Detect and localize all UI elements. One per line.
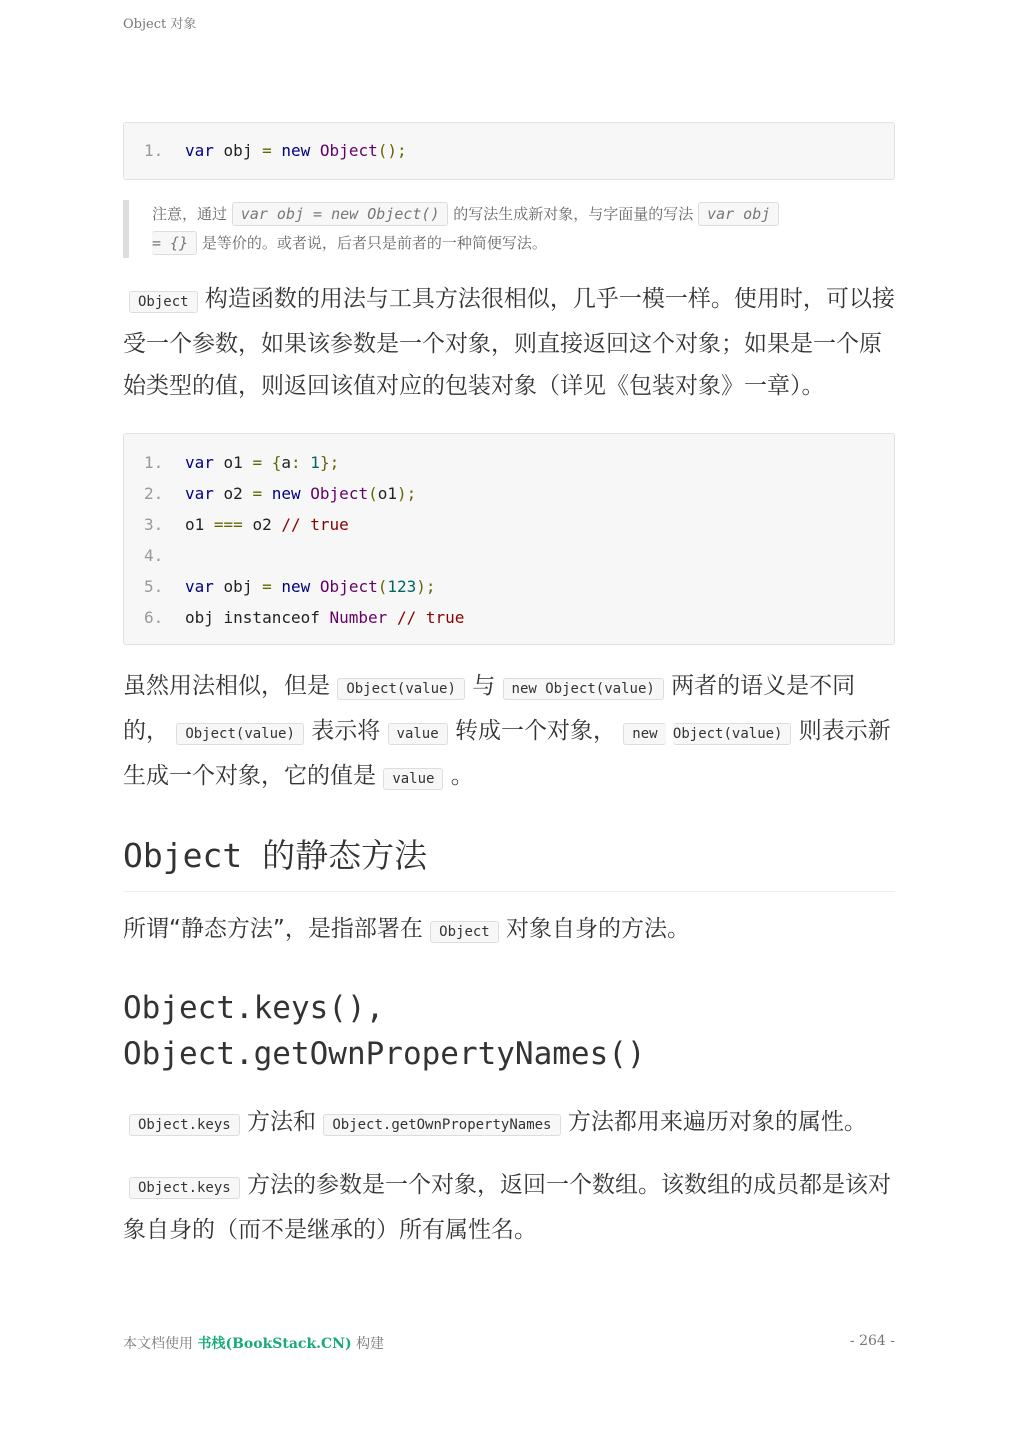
code-line — [144, 571, 874, 602]
paragraph-keys-intro — [123, 1101, 895, 1146]
code-token: ( — [377, 577, 388, 596]
line-number: 2. — [144, 484, 164, 503]
code-token: // true — [396, 608, 465, 627]
code-line — [144, 137, 874, 165]
paragraph-text: 。 — [450, 763, 474, 789]
paragraph-text: 方法和 — [247, 1109, 317, 1135]
line-number: 1. — [144, 453, 164, 472]
inline-code: value — [388, 723, 448, 745]
page-footer — [123, 1333, 895, 1353]
paragraph-text: 虽然用法相似，但是 — [123, 673, 330, 699]
paragraph-static-methods — [123, 908, 895, 953]
footer-text: 构建 — [356, 1336, 385, 1352]
code-block-examples — [123, 433, 895, 645]
inline-code: Object(value) — [337, 678, 465, 700]
inline-code: new Object(value) — [503, 678, 664, 700]
inline-code: var obj = new Object() — [232, 202, 449, 226]
code-token: Object — [319, 577, 378, 596]
inline-code: = {} — [152, 231, 197, 255]
paragraph-text: 转成一个对象， — [454, 718, 616, 744]
line-number: 1. — [144, 141, 164, 160]
page-number: - 264 - — [849, 1333, 895, 1349]
code-token: 123 — [387, 577, 417, 596]
code-token: new — [271, 484, 301, 503]
section-heading: Object 的静态方法 — [123, 830, 895, 892]
code-token: a — [281, 453, 292, 472]
code-line — [144, 602, 874, 633]
inline-code: Object.keys — [129, 1114, 240, 1136]
inline-code: Object — [430, 921, 499, 943]
note-text: 是等价的。或者说，后者只是前者的一种简便写法。 — [201, 234, 547, 252]
inline-code: Object(value) — [176, 723, 304, 745]
note-blockquote — [123, 200, 895, 258]
code-token: // true — [281, 515, 349, 534]
inline-code: Object(value) — [673, 723, 792, 745]
paragraph-text: 则表示新生成一个对象，它的值是 — [123, 718, 891, 789]
code-token: var — [185, 484, 214, 503]
code-token: o2 — [252, 515, 272, 534]
paragraph-text: 表示将 — [311, 718, 381, 744]
code-token: = — [252, 484, 263, 503]
paragraph-semantics — [123, 665, 895, 800]
code-token: === — [213, 515, 243, 534]
subsection-heading — [123, 985, 895, 1077]
code-token: }; — [319, 453, 340, 472]
footer-text: 本文档使用 — [123, 1336, 193, 1352]
code-token: obj instanceof — [185, 608, 320, 627]
code-line — [144, 540, 874, 571]
note-text: 的写法生成新对象，与字面量的写法 — [453, 205, 694, 223]
code-token: o1 — [377, 484, 397, 503]
code-token: obj — [223, 141, 253, 160]
code-token: = — [262, 577, 272, 596]
code-token: { — [271, 453, 282, 472]
subsection-line: Object.keys(), — [123, 990, 385, 1026]
code-token: new — [281, 577, 311, 596]
paragraph-text: 对象自身的方法。 — [506, 916, 691, 942]
code-token: = — [252, 453, 263, 472]
inline-code: Object.keys — [129, 1177, 240, 1199]
note-text: 注意，通过 — [152, 205, 228, 223]
inline-code: var obj — [698, 202, 779, 226]
code-token: ); — [416, 577, 436, 596]
code-line — [144, 509, 874, 540]
line-number: 5. — [144, 577, 164, 596]
code-token: obj — [223, 577, 253, 596]
line-number: 4. — [144, 546, 164, 565]
code-token: : — [291, 453, 301, 472]
page-content — [123, 122, 895, 1251]
code-block-object-constructor — [123, 122, 895, 180]
line-number: 6. — [144, 608, 164, 627]
code-token: new — [281, 141, 311, 160]
code-token: ( — [368, 484, 378, 503]
inline-code: Object — [129, 291, 198, 313]
code-token: var — [185, 577, 214, 596]
paragraph-object-constructor — [123, 278, 895, 407]
code-token: ); — [396, 484, 417, 503]
inline-code: new — [623, 723, 665, 745]
code-token: var — [185, 141, 214, 160]
code-line — [144, 478, 874, 509]
code-token: (); — [377, 141, 407, 160]
code-token: o1 — [185, 515, 205, 534]
inline-code: value — [383, 768, 443, 790]
code-token: var — [185, 453, 214, 472]
code-token: Object — [319, 141, 378, 160]
code-token: = — [262, 141, 272, 160]
paragraph-keys-detail — [123, 1164, 895, 1251]
running-header: Object 对象 — [123, 17, 197, 32]
paragraph-text: 与 — [472, 673, 496, 699]
code-line — [144, 447, 874, 478]
code-token: Number — [329, 608, 388, 627]
inline-code: Object.getOwnPropertyNames — [323, 1114, 560, 1136]
line-number: 3. — [144, 515, 164, 534]
code-token: 1 — [310, 453, 320, 472]
code-token: o2 — [223, 484, 243, 503]
paragraph-text: 方法都用来遍历对象的属性。 — [567, 1109, 867, 1135]
code-token: o1 — [223, 453, 243, 472]
paragraph-text: 两者的语义是不同的， — [123, 673, 856, 744]
subsection-line: Object.getOwnPropertyNames() — [123, 1036, 646, 1072]
paragraph-text: 构造函数的用法与工具方法很相似，几乎一模一样。使用时，可以接受一个参数，如果该参数是一个对象，则直接返回这个对象；如果是一个原始类型的值，则返回该值对应的包装对象（详见《包装对象》一章）。 — [123, 286, 895, 399]
code-token: Object — [310, 484, 369, 503]
footer-brand-link[interactable]: 书栈(BookStack.CN) — [197, 1336, 352, 1352]
paragraph-text: 所谓“静态方法”，是指部署在 — [123, 916, 423, 942]
paragraph-text: 方法的参数是一个对象，返回一个数组。该数组的成员都是该对象自身的（而不是继承的）所有属性名。 — [123, 1172, 892, 1243]
